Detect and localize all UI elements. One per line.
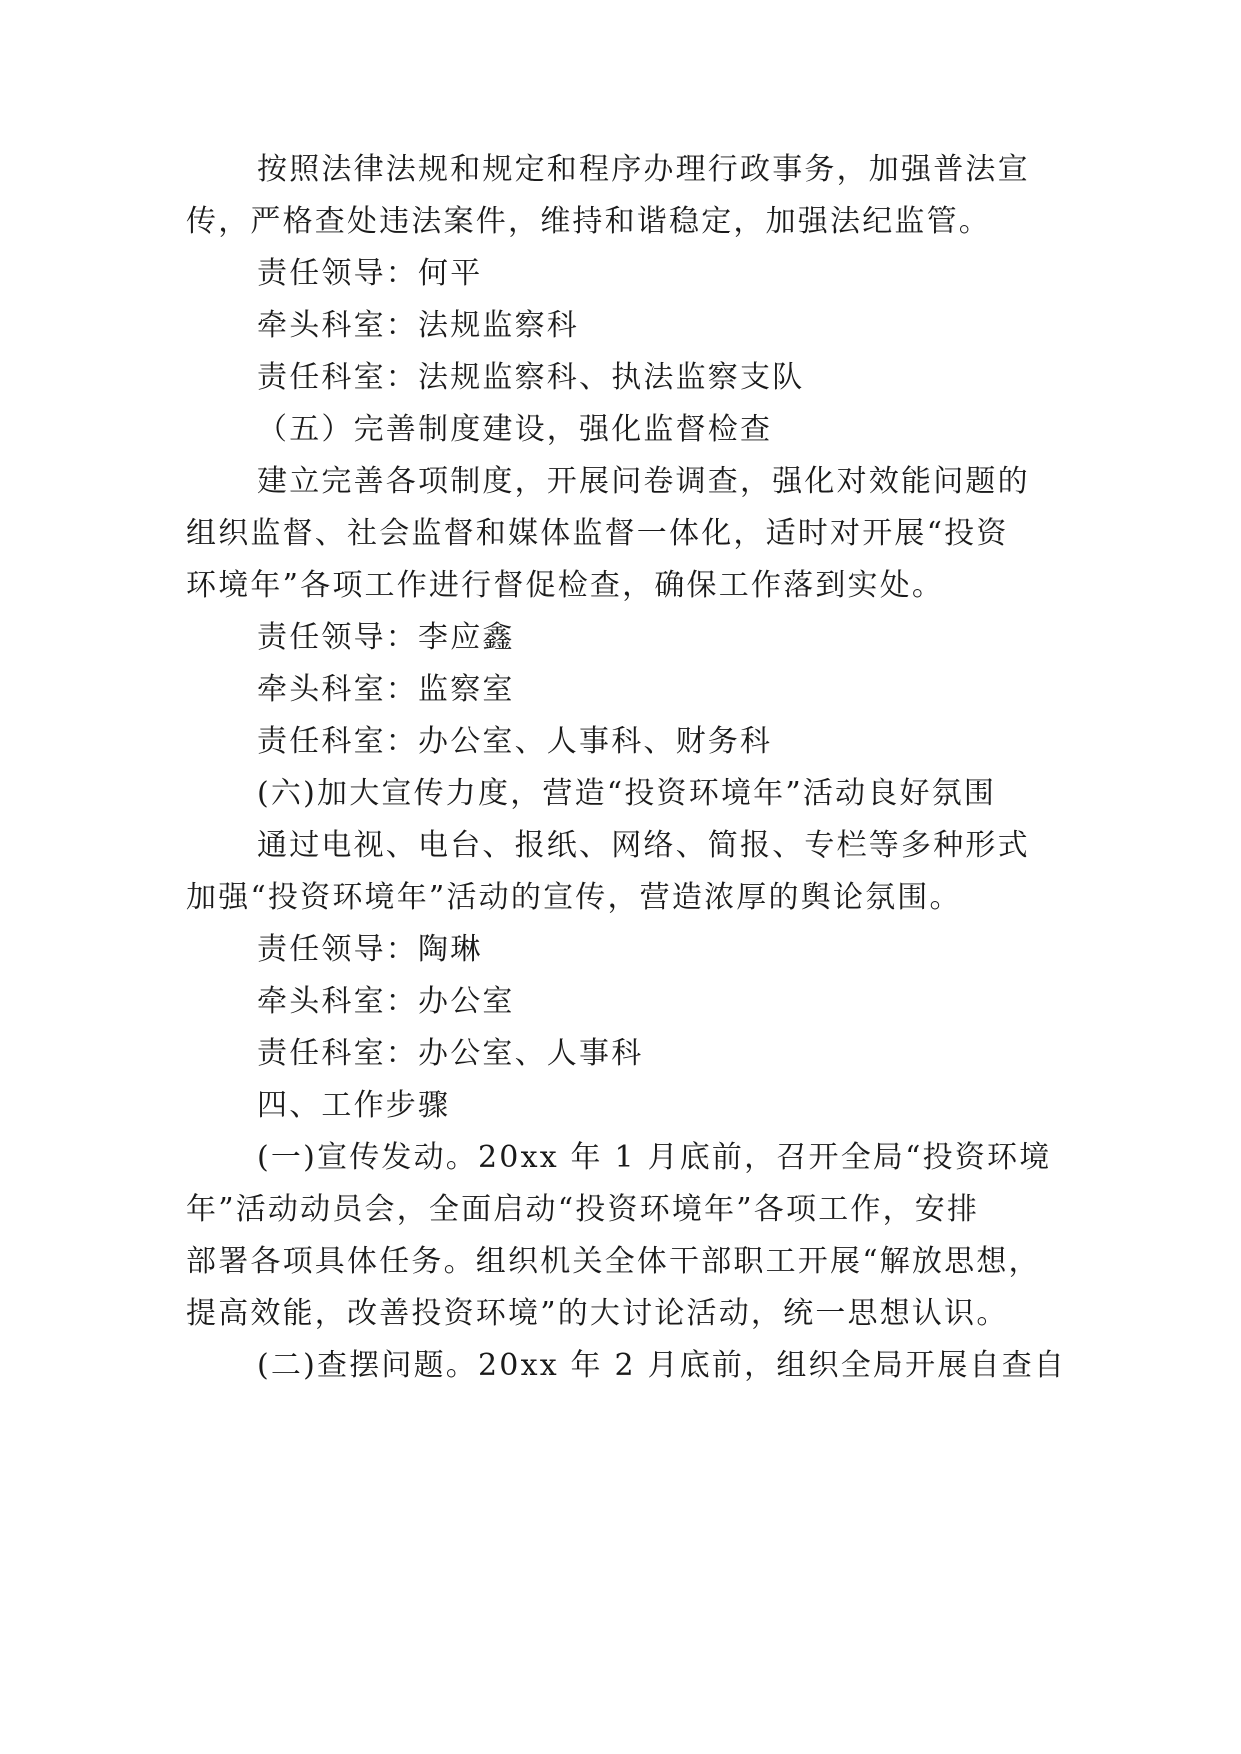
paragraph-line: (二)查摆问题。20xx 年 2 月底前，组织全局开展自查自: [257, 1348, 1067, 1383]
responsible-department-line: 责任科室：办公室、人事科、财务科: [257, 724, 773, 759]
lead-department-line: 牵头科室：办公室: [257, 984, 515, 1019]
chapter-heading: 四、工作步骤: [257, 1088, 451, 1123]
paragraph-line: 部署各项具体任务。组织机关全体干部职工开展“解放思想，: [186, 1244, 1041, 1279]
paragraph-line: 环境年”各项工作进行督促检查，确保工作落到实处。: [186, 568, 945, 603]
paragraph-line: 通过电视、电台、报纸、网络、简报、专栏等多种形式: [257, 828, 1030, 863]
section-heading: (六)加大宣传力度，营造“投资环境年”活动良好氛围: [257, 776, 997, 811]
lead-department-line: 牵头科室：法规监察科: [257, 308, 579, 343]
responsible-department-line: 责任科室：法规监察科、执法监察支队: [257, 360, 805, 395]
paragraph-line: 加强“投资环境年”活动的宣传，营造浓厚的舆论氛围。: [186, 880, 962, 915]
paragraph-line: 按照法律法规和规定和程序办理行政事务，加强普法宣: [257, 152, 1030, 187]
paragraph-line: (一)宣传发动。20xx 年 1 月底前，召开全局“投资环境: [257, 1140, 1052, 1175]
responsible-leader-line: 责任领导：何平: [257, 256, 483, 291]
responsible-department-line: 责任科室：办公室、人事科: [257, 1036, 644, 1071]
responsible-leader-line: 责任领导：陶琳: [257, 932, 483, 967]
paragraph-line: 年”活动动员会，全面启动“投资环境年”各项工作，安排: [186, 1192, 980, 1227]
lead-department-line: 牵头科室：监察室: [257, 672, 515, 707]
paragraph-line: 传，严格查处违法案件，维持和谐稳定，加强法纪监管。: [186, 204, 991, 239]
paragraph-line: 建立完善各项制度，开展问卷调查，强化对效能问题的: [257, 464, 1030, 499]
paragraph-line: 组织监督、社会监督和媒体监督一体化，适时对开展“投资: [186, 516, 1009, 551]
section-heading: （五）完善制度建设，强化监督检查: [257, 412, 773, 447]
paragraph-line: 提高效能，改善投资环境”的大讨论活动，统一思想认识。: [186, 1296, 1009, 1331]
responsible-leader-line: 责任领导：李应鑫: [257, 620, 515, 655]
